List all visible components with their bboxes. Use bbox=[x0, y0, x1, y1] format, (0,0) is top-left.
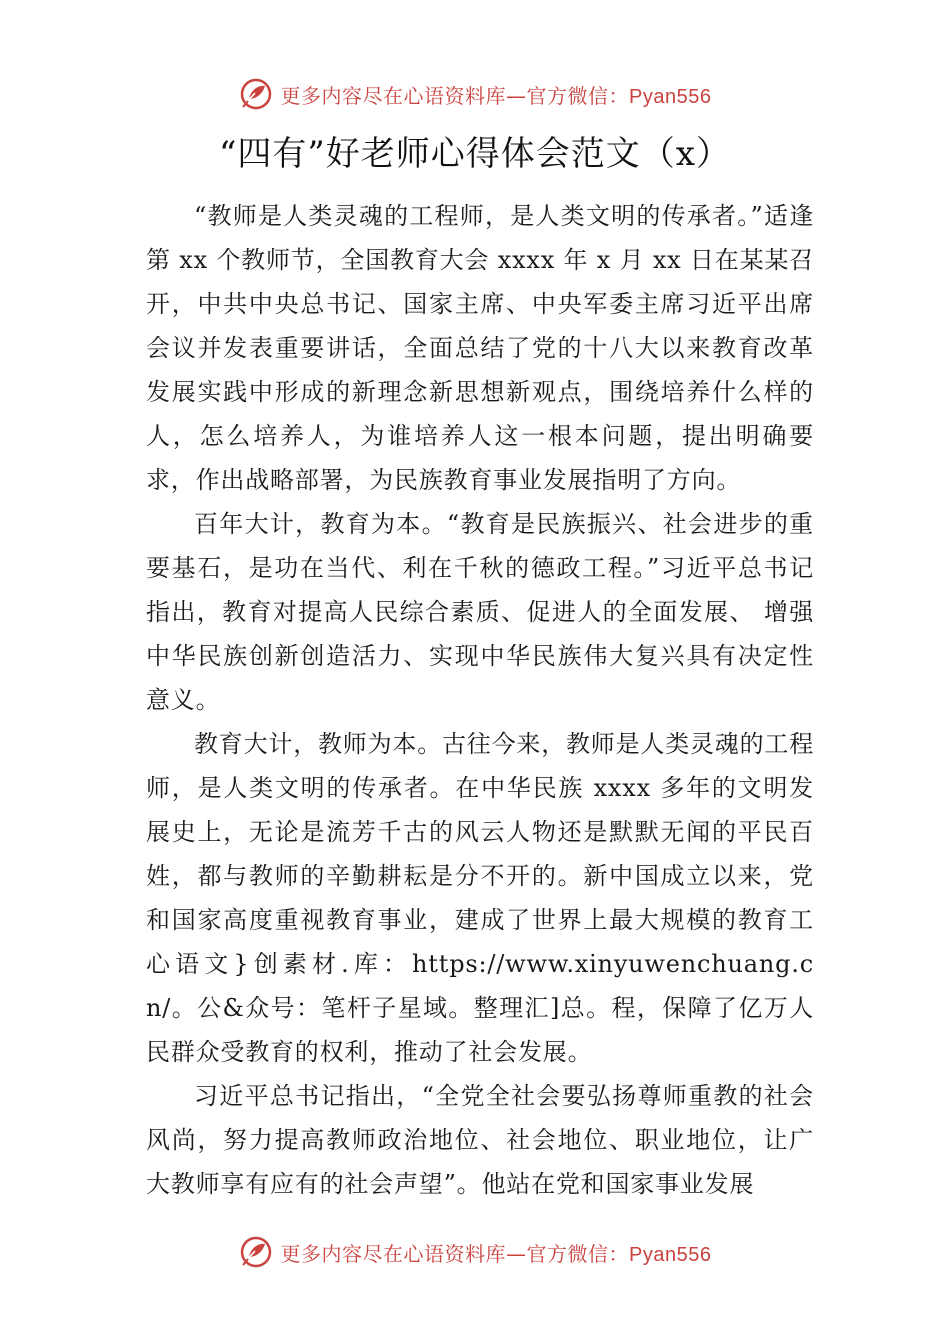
paragraph-3: 教育大计，教师为本。古往今来，教师是人类灵魂的工程师，是人类文明的传承者。在中华民族 xxxx 多年的文明发展史上，无论是流芳千古的风云人物还是默默无闻的平民百姓，都与教师的辛勤耕耘是分不开的。新中国成立以来，党和国家高度重视教育事业，建成了世界上最大规模的教育工心语文}创素材.库：https://www.xinyuwenchuang.cn/。公&众号：笔杆子星域。整理汇]总。程，保障了亿万人民群众受教育的权利，推动了社会发展。 bbox=[146, 730, 814, 1066]
watermark-text: 更多内容尽在心语资料库—官方微信：Pyan556 bbox=[280, 1241, 712, 1266]
document-body bbox=[146, 194, 814, 1206]
leaf-heart-logo-icon bbox=[239, 77, 273, 111]
paragraph-1: “教师是人类灵魂的工程师，是人类文明的传承者。”适逢第 xx 个教师节，全国教育大会 xxxx 年 x 月 xx 日在某某召开，中共中央总书记、国家主席、中央军委主席习近平出席会议并发表重要讲话，全面总结了党的十八大以来教育改革发展实践中形成的新理念新思想新观点，围绕培养什么样的人，怎么培养人，为谁培养人这一根本问题，提出明确要求，作出战略部署，为民族教育事业发展指明了方向。 bbox=[146, 202, 814, 494]
leaf-heart-logo-icon bbox=[239, 1235, 273, 1269]
bottom-watermark-banner bbox=[0, 1232, 950, 1272]
document-title: “四有”好老师心得体会范文（x） bbox=[219, 134, 731, 174]
watermark-handle: Pyan556 bbox=[629, 85, 712, 108]
paragraph-2: 百年大计，教育为本。“教育是民族振兴、社会进步的重要基石，是功在当代、利在千秋的德政工程。”习近平总书记指出，教育对提高人民综合素质、促进人的全面发展、 增强中华民族创新创造活力、实现中华民族伟大复兴具有决定性意义。 bbox=[146, 510, 814, 714]
top-watermark-banner bbox=[0, 74, 950, 114]
watermark-handle: Pyan556 bbox=[629, 1243, 712, 1266]
watermark-text: 更多内容尽在心语资料库—官方微信：Pyan556 bbox=[280, 83, 712, 108]
paragraph-4: 习近平总书记指出，“全党全社会要弘扬尊师重教的社会风尚，努力提高教师政治地位、社会地位、职业地位，让广大教师享有应有的社会声望”。他站在党和国家事业发展 bbox=[146, 1082, 814, 1198]
